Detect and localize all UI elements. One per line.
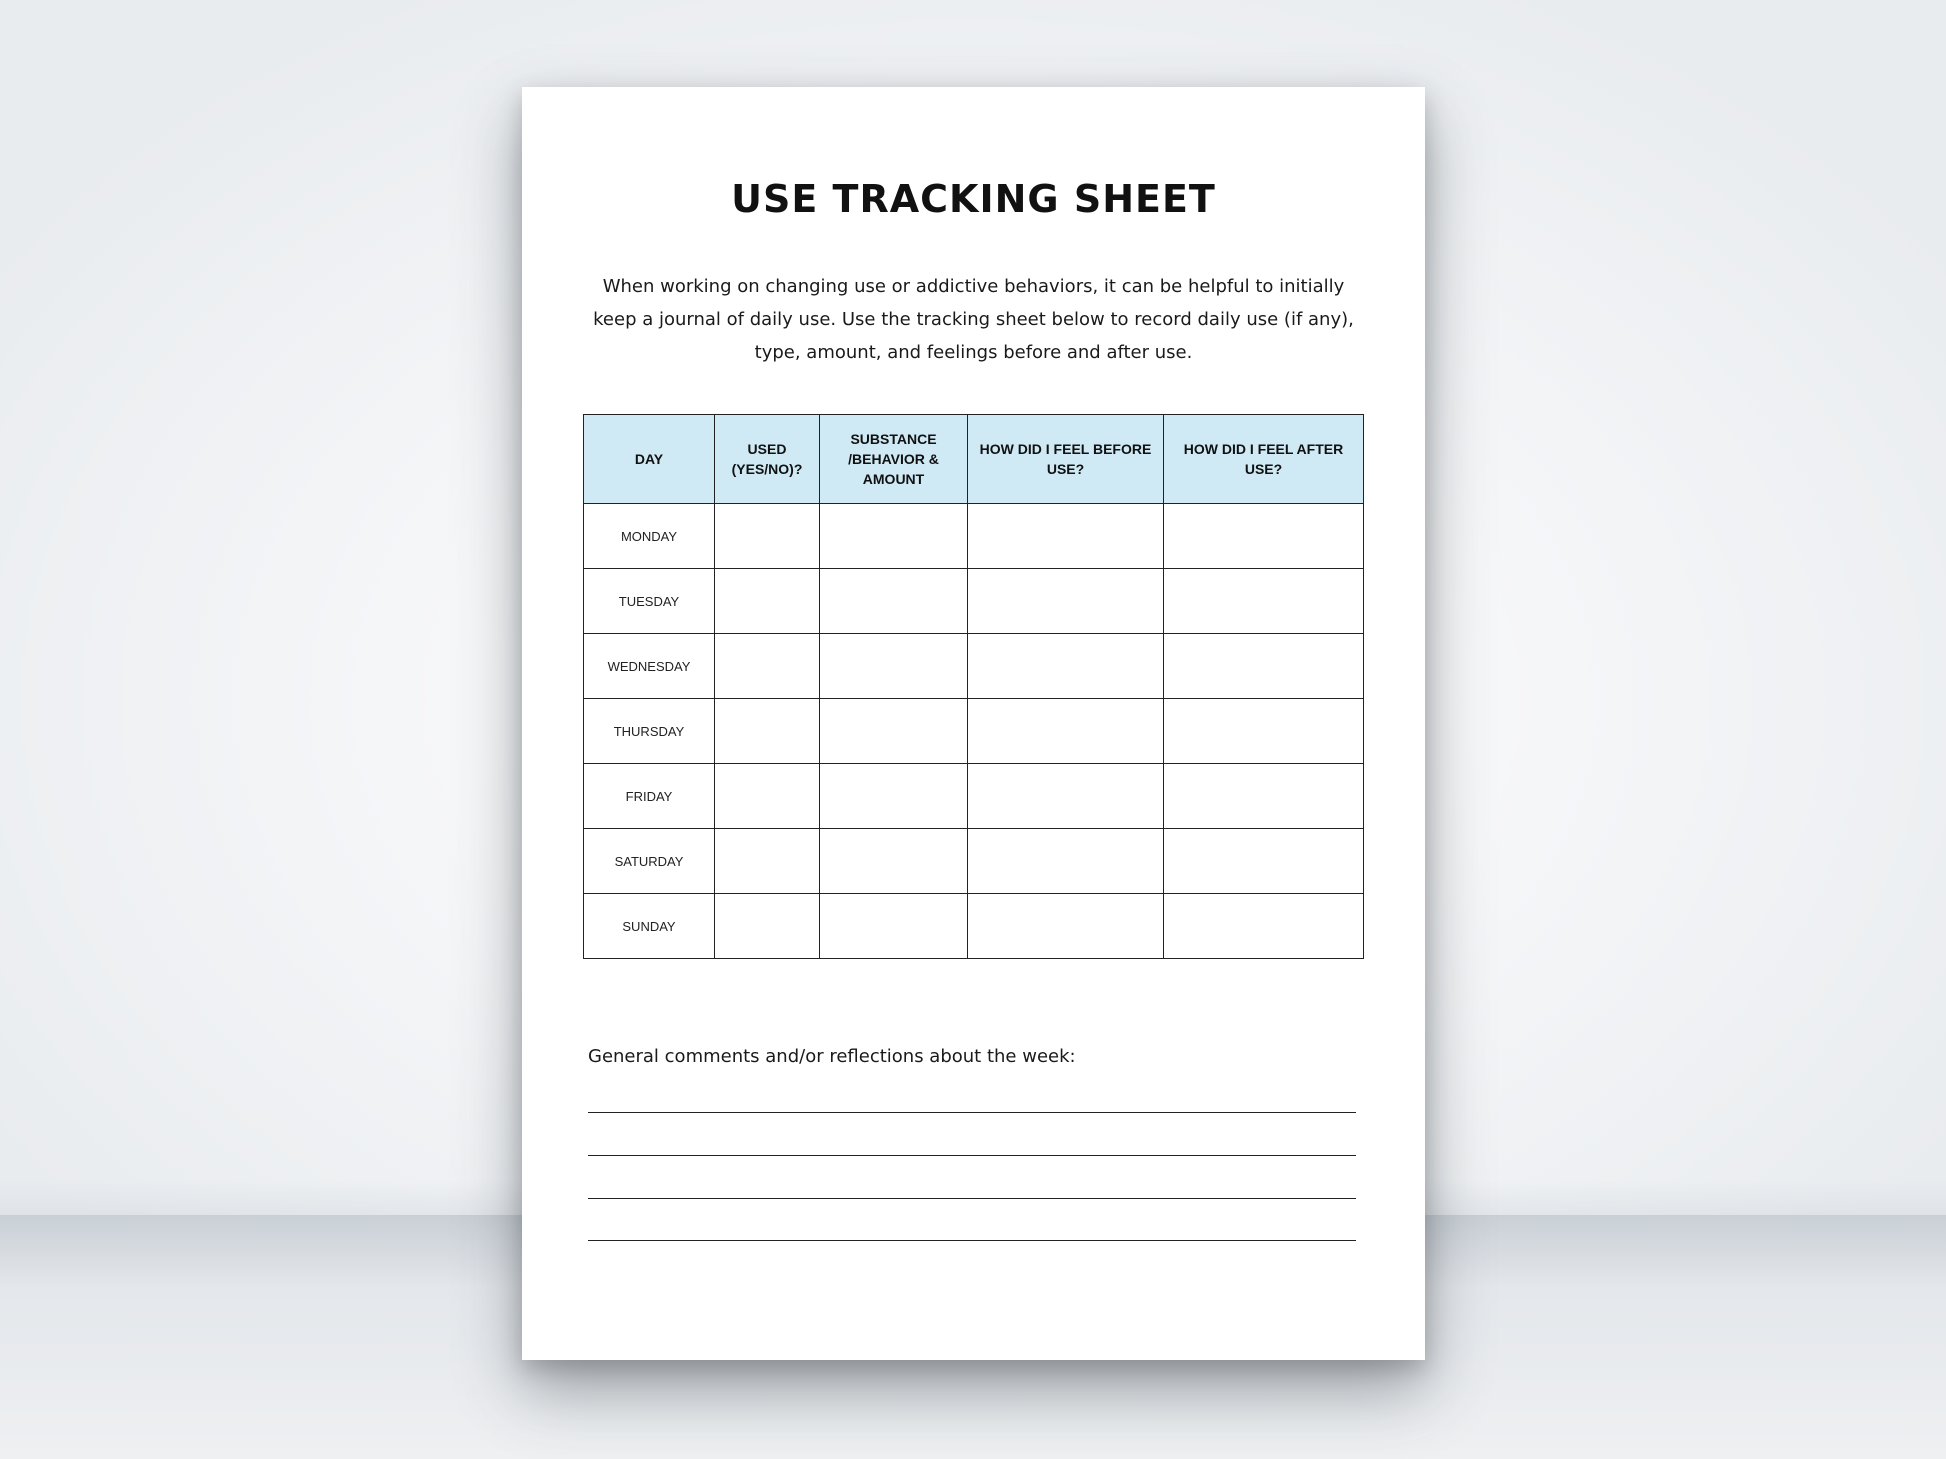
- feel-after-cell[interactable]: [1164, 634, 1364, 699]
- intro-paragraph: When working on changing use or addictive behaviors, it can be helpful to initially keep a journal of daily use. Use the tracking sheet below to record daily use (if any), type, amount, and feelings before and after use.: [593, 276, 1354, 363]
- header-day: DAY: [584, 415, 715, 504]
- feel-after-cell[interactable]: [1164, 699, 1364, 764]
- substance-cell[interactable]: [820, 504, 968, 569]
- feel-after-cell[interactable]: [1164, 569, 1364, 634]
- day-cell: TUESDAY: [584, 569, 715, 634]
- feel-after-cell[interactable]: [1164, 829, 1364, 894]
- table-row: [584, 569, 1364, 634]
- feel-after-cell[interactable]: [1164, 504, 1364, 569]
- table-row: [584, 764, 1364, 829]
- used-cell[interactable]: [715, 829, 820, 894]
- used-cell[interactable]: [715, 764, 820, 829]
- header-substance: SUBSTANCE /BEHAVIOR & AMOUNT: [820, 415, 968, 504]
- comment-line[interactable]: [588, 1112, 1356, 1113]
- comment-line[interactable]: [588, 1198, 1356, 1199]
- substance-cell[interactable]: [820, 764, 968, 829]
- table-row: [584, 504, 1364, 569]
- substance-cell[interactable]: [820, 894, 968, 959]
- comment-line[interactable]: [588, 1155, 1356, 1156]
- used-cell[interactable]: [715, 894, 820, 959]
- substance-cell[interactable]: [820, 829, 968, 894]
- feel-before-cell[interactable]: [968, 829, 1164, 894]
- day-cell: WEDNESDAY: [584, 634, 715, 699]
- header-feel-before: HOW DID I FEEL BEFORE USE?: [968, 415, 1164, 504]
- feel-before-cell[interactable]: [968, 764, 1164, 829]
- table-row: [584, 894, 1364, 959]
- feel-after-cell[interactable]: [1164, 764, 1364, 829]
- table-row: [584, 634, 1364, 699]
- used-cell[interactable]: [715, 634, 820, 699]
- day-cell: MONDAY: [584, 504, 715, 569]
- feel-before-cell[interactable]: [968, 699, 1164, 764]
- table-row: [584, 829, 1364, 894]
- header-used: USED (YES/NO)?: [715, 415, 820, 504]
- feel-before-cell[interactable]: [968, 894, 1164, 959]
- day-cell: SUNDAY: [584, 894, 715, 959]
- worksheet-page: [522, 87, 1425, 1360]
- day-cell: FRIDAY: [584, 764, 715, 829]
- page-title: USE TRACKING SHEET: [731, 177, 1216, 221]
- feel-before-cell[interactable]: [968, 569, 1164, 634]
- comments-label: General comments and/or reflections about the week:: [588, 1046, 1076, 1067]
- table-header-row: [584, 415, 1364, 504]
- tracking-table: [583, 414, 1364, 959]
- header-feel-after: HOW DID I FEEL AFTER USE?: [1164, 415, 1364, 504]
- feel-before-cell[interactable]: [968, 634, 1164, 699]
- substance-cell[interactable]: [820, 699, 968, 764]
- used-cell[interactable]: [715, 504, 820, 569]
- table-row: [584, 699, 1364, 764]
- used-cell[interactable]: [715, 699, 820, 764]
- substance-cell[interactable]: [820, 569, 968, 634]
- feel-before-cell[interactable]: [968, 504, 1164, 569]
- day-cell: SATURDAY: [584, 829, 715, 894]
- comment-line[interactable]: [588, 1240, 1356, 1241]
- used-cell[interactable]: [715, 569, 820, 634]
- feel-after-cell[interactable]: [1164, 894, 1364, 959]
- day-cell: THURSDAY: [584, 699, 715, 764]
- substance-cell[interactable]: [820, 634, 968, 699]
